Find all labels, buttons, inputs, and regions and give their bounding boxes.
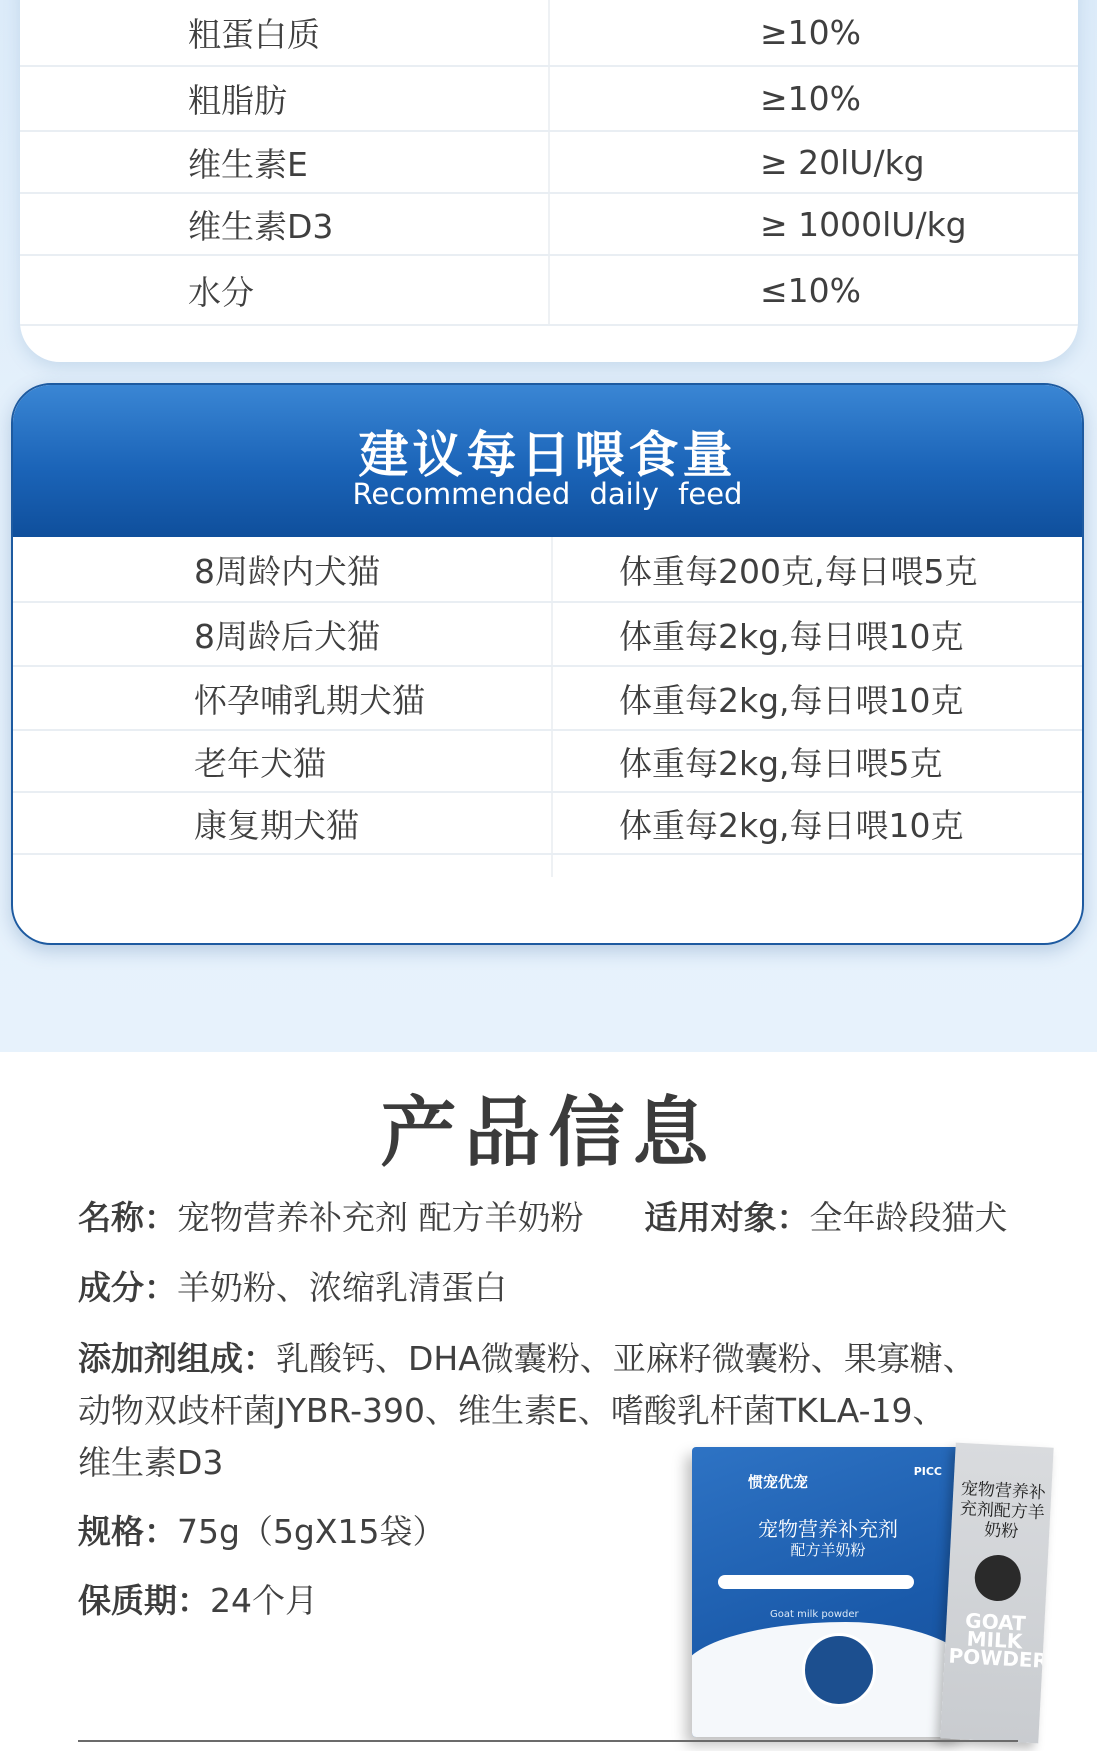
nutrient-name: 粗蛋白质 (188, 15, 320, 54)
sheep-icon (974, 1554, 1022, 1602)
table-row (20, 67, 1078, 132)
spec-label: 规格： (78, 1512, 177, 1551)
spec-line (78, 1506, 445, 1553)
table-row (13, 603, 1082, 667)
brand-logo: 惯宠优宠 (748, 1473, 809, 1491)
nutrient-value: ≥ 20lU/kg (760, 142, 925, 182)
table-row (20, 256, 1078, 326)
product-box-image (692, 1447, 964, 1737)
nutrient-name: 维生素E (188, 144, 308, 184)
product-name-line (78, 1192, 1008, 1239)
shelf-life-line (78, 1575, 318, 1622)
target-label: 适用对象： (644, 1198, 810, 1237)
ingredients-value: 羊奶粉、浓缩乳清蛋白 (177, 1268, 507, 1307)
ingredients-label: 成分： (78, 1268, 177, 1307)
nutrient-value: ≥10% (760, 79, 861, 118)
table-row (13, 667, 1082, 731)
daily-feed-table (11, 383, 1084, 945)
table-row (20, 194, 1078, 256)
shelf-life-label: 保质期： (78, 1581, 210, 1620)
package-subtitle: 配方羊奶粉 (790, 1541, 866, 1559)
target-value: 全年龄段猫犬 (809, 1198, 1008, 1237)
sachet-image (940, 1443, 1053, 1744)
nutrient-value: ≥ 1000lU/kg (760, 204, 967, 244)
nutrient-name: 水分 (188, 272, 254, 312)
feed-amount: 体重每2kg,每日喂10克 (619, 616, 964, 656)
shelf-life-value: 24个月 (210, 1581, 318, 1620)
pet-group: 8周龄内犬猫 (194, 551, 380, 591)
feed-amount: 体重每200克,每日喂5克 (619, 551, 978, 591)
additives-line (78, 1333, 976, 1380)
table-row (13, 537, 1082, 603)
daily-feed-header (13, 385, 1082, 537)
product-info-title: 产品信息 (380, 1088, 717, 1177)
package-english: Goat milk powder (770, 1609, 859, 1620)
additives-line-3: 维生素D3 (78, 1443, 224, 1482)
spec-value: 75g（5gX15袋） (177, 1512, 446, 1551)
pet-seal-icon (802, 1633, 876, 1707)
additives-value-1: 乳酸钙、DHA微囊粉、亚麻籽微囊粉、果寡糖、 (276, 1339, 976, 1378)
ingredients-line (78, 1262, 507, 1309)
name-value: 宠物营养补充剂 配方羊奶粉 (177, 1198, 584, 1237)
nutrition-table (20, 0, 1078, 362)
feed-amount: 体重每2kg,每日喂10克 (619, 805, 964, 845)
table-row (20, 132, 1078, 194)
daily-feed-subtitle: Recommended daily feed (352, 477, 743, 511)
daily-feed-title: 建议每日喂食量 (358, 426, 737, 484)
nutrient-name: 粗脂肪 (188, 81, 287, 120)
table-row (20, 0, 1078, 67)
additives-label: 添加剂组成： (78, 1339, 276, 1378)
bottom-divider (78, 1740, 1018, 1742)
feed-amount: 体重每2kg,每日喂10克 (619, 680, 964, 720)
pet-group: 8周龄后犬猫 (194, 616, 380, 656)
pet-group: 康复期犬猫 (194, 805, 359, 845)
feed-amount: 体重每2kg,每日喂5克 (619, 743, 943, 783)
nutrient-name: 维生素D3 (188, 206, 334, 246)
name-label: 名称： (78, 1198, 177, 1237)
sachet-label: 宠物营养补充剂配方羊奶粉 (959, 1478, 1047, 1543)
package-title: 宠物营养补充剂 (758, 1517, 898, 1541)
table-row (13, 793, 1082, 855)
additives-line-2: 动物双歧杆菌JYBR-390、维生素E、嗜酸乳杆菌TKLA-19、 (78, 1391, 946, 1430)
sachet-goat-text: GOAT MILK POWDER (948, 1608, 1049, 1673)
pet-group: 怀孕哺乳期犬猫 (194, 680, 425, 720)
package-feature-bar (718, 1575, 914, 1589)
table-row (13, 731, 1082, 793)
insurer-logo: PICC (913, 1465, 942, 1478)
pet-group: 老年犬猫 (194, 743, 326, 783)
nutrient-value: ≤10% (760, 270, 861, 310)
nutrient-value: ≥10% (760, 13, 861, 52)
